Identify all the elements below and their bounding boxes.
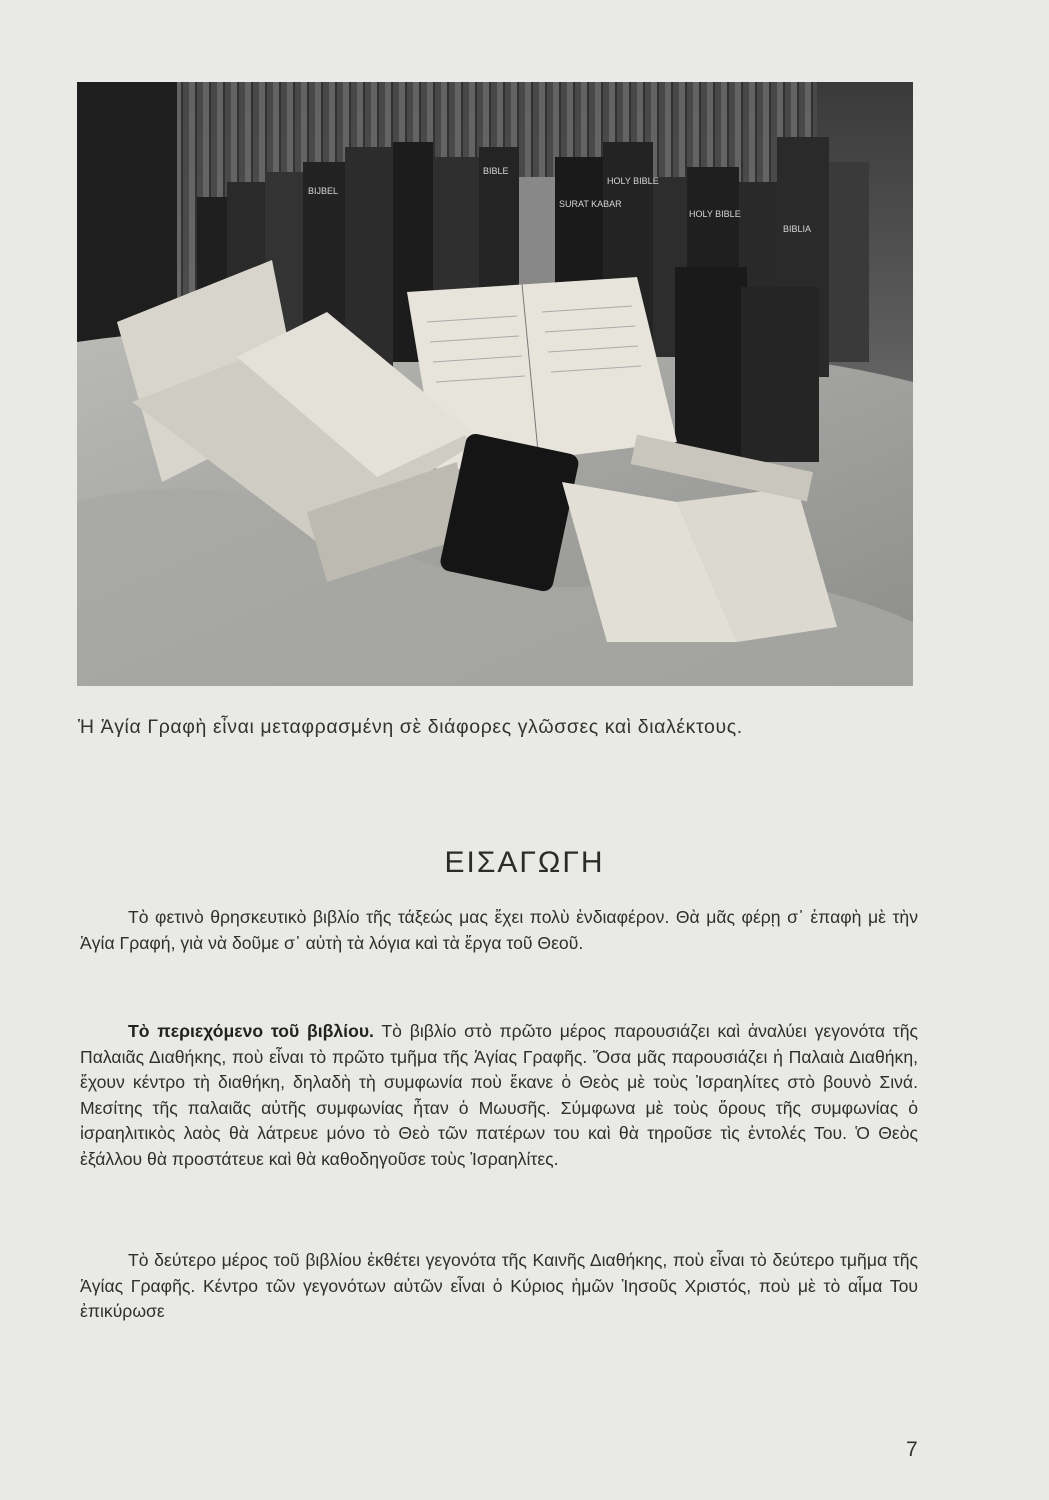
spine-label: BIJBEL — [308, 186, 339, 196]
content-paragraph — [80, 1019, 918, 1172]
spine-label: BIBLE — [483, 166, 509, 176]
paragraph-body: Τὸ βιβλίο στὸ πρῶτο μέρος παρουσιάζει καὶ ἀναλύει γεγονότα τῆς Παλαιᾶς Διαθήκης, ποὺ εἶναι τὸ πρῶτο τμῆμα τῆς Ἁγίας Γραφῆς. Ὅσα μᾶς παρουσιάζει ἡ Παλαιὰ Διαθήκη, ἔχουν κέντρο τὴ διαθήκη, δηλαδὴ τὴ συμφωνία ποὺ ἔκανε ὁ Θεὸς μὲ τοὺς Ἰσραηλίτες στὸ βουνὸ Σινά. Μεσίτης τῆς παλαιᾶς αὐτῆς συμφωνίας ἦταν ὁ Μωυσῆς. Σύμφωνα μὲ τοὺς ὅρους τῆς συμφωνίας ὁ ἰσραηλιτικὸς λαὸς θὰ λάτρευε μόνο τὸ Θεὸ τῶν πατέρων του καὶ θὰ τηροῦσε τὶς ἐντολές Του. Ὁ Θεὸς ἐξάλλου θὰ προστάτευε καὶ θὰ καθοδηγοῦσε τοὺς Ἰσραηλίτες. — [80, 1021, 918, 1169]
spine-label: SURAT KABAR — [559, 199, 622, 209]
bibles-photograph — [77, 82, 913, 686]
page-number: 7 — [906, 1438, 918, 1461]
spine-label: BIBLIA — [783, 224, 812, 234]
spine-label: HOLY BIBLE — [689, 209, 741, 219]
paragraph-lead: Τὸ περιεχόμενο τοῦ βιβλίου. — [128, 1021, 374, 1041]
photo-caption: Ἡ Ἁγία Γραφὴ εἶναι μεταφρασμένη σὲ διάφορες γλῶσσες καὶ διαλέκτους. — [78, 716, 743, 738]
bibles-photo-illustration — [77, 82, 913, 686]
second-part-paragraph: Τὸ δεύτερο μέρος τοῦ βιβλίου ἐκθέτει γεγονότα τῆς Καινῆς Διαθήκης, ποὺ εἶναι τὸ δεύτερο τμῆμα τῆς Ἁγίας Γραφῆς. Κέντρο τῶν γεγονότων αὐτῶν εἶναι ὁ Κύριος ἡμῶν Ἰησοῦς Χριστός, ποὺ μὲ τὸ αἷμα Του ἐπικύρωσε — [80, 1250, 918, 1321]
section-heading: ΕΙΣΑΓΩΓΗ — [444, 846, 605, 880]
spine-label: HOLY BIBLE — [607, 176, 659, 186]
intro-paragraph: Τὸ φετινὸ θρησκευτικὸ βιβλίο τῆς τάξεώς μας ἔχει πολὺ ἐνδιαφέρον. Θὰ μᾶς φέρῃ σ᾽ ἐπαφὴ μὲ τὴν Ἁγία Γραφή, γιὰ νὰ δοῦμε σ᾽ αὐτὴ τὰ λόγια καὶ τὰ ἔργα τοῦ Θεοῦ. — [80, 907, 918, 953]
